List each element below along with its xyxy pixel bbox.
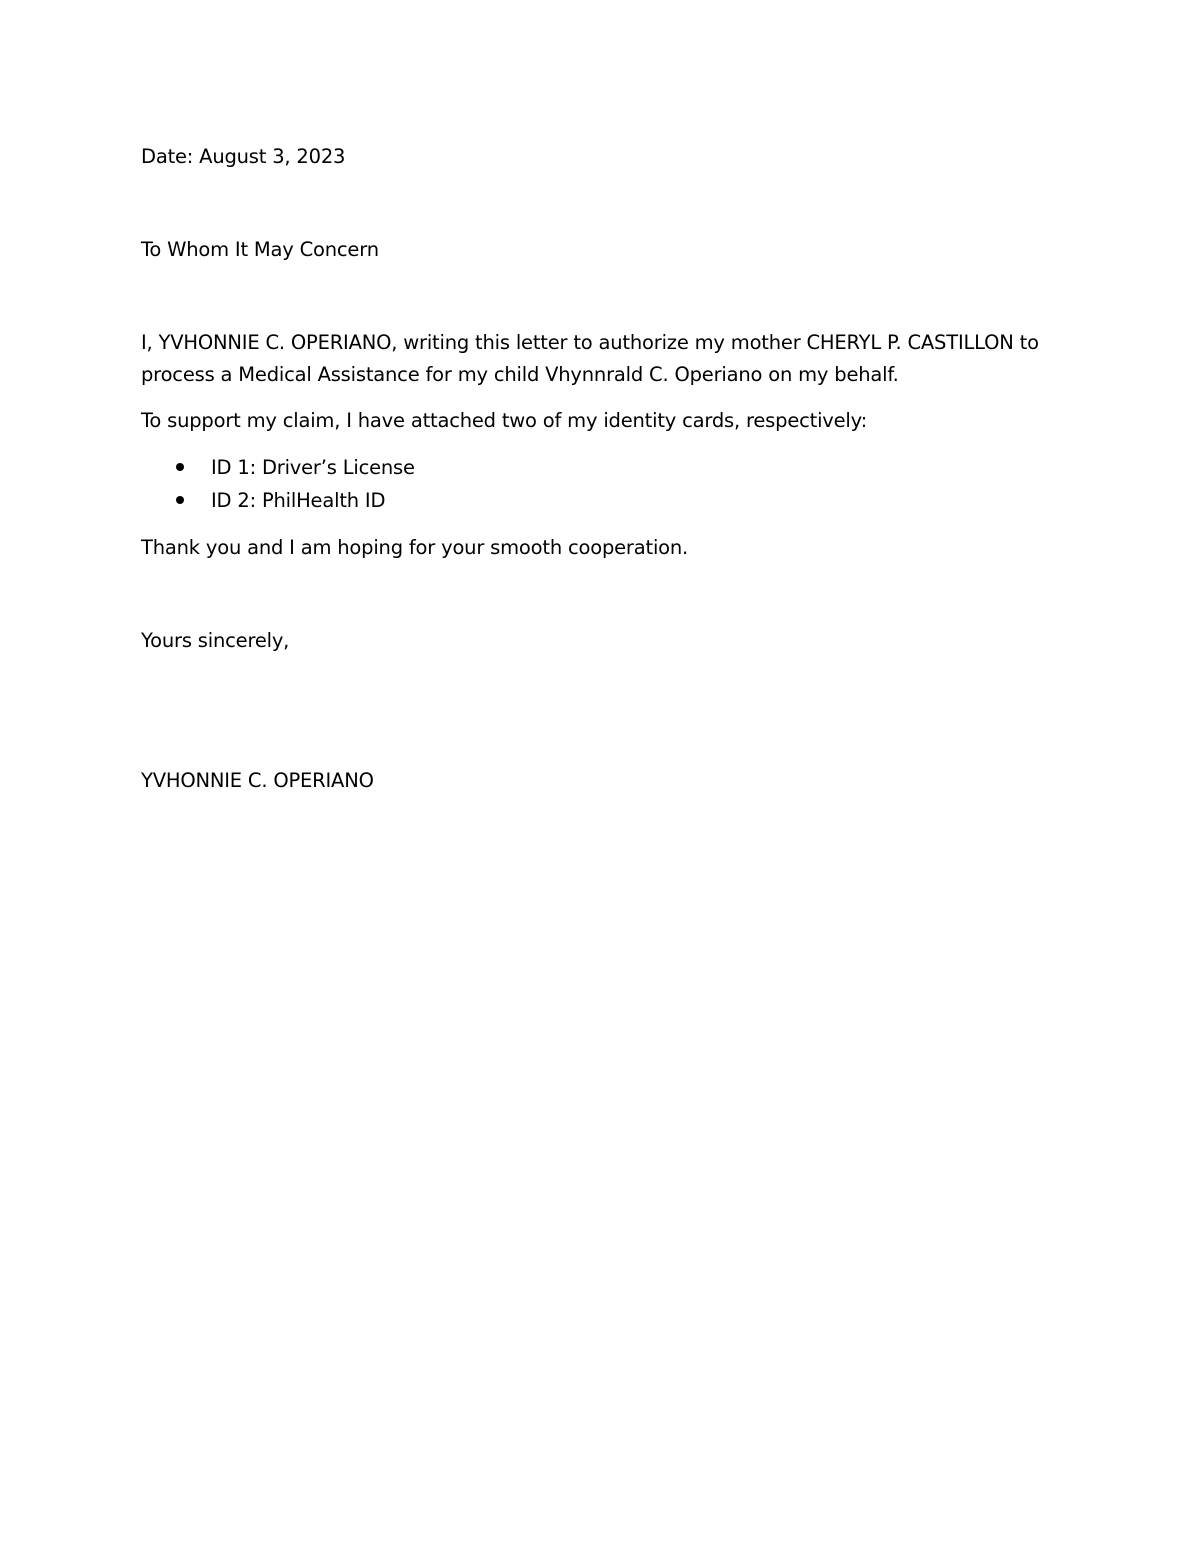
letter-closing: Yours sincerely, [141, 629, 290, 652]
letter-salutation: To Whom It May Concern [141, 238, 379, 261]
letter-support-intro: To support my claim, I have attached two of my identity cards, respectively: [141, 409, 867, 432]
bullet-icon [176, 463, 184, 471]
letter-date: Date: August 3, 2023 [141, 145, 346, 168]
letter-thanks: Thank you and I am hoping for your smooth cooperation. [141, 536, 689, 559]
bullet-icon [176, 496, 184, 504]
id-list-item-text: ID 1: Driver’s License [211, 456, 415, 479]
id-list-item-text: ID 2: PhilHealth ID [211, 489, 386, 512]
signature-name: YVHONNIE C. OPERIANO [141, 769, 374, 792]
letter-body-line-1: I, YVHONNIE C. OPERIANO, writing this letter to authorize my mother CHERYL P. CASTILLON to [141, 331, 1039, 354]
letter-body-line-2: process a Medical Assistance for my child Vhynnrald C. Operiano on my behalf. [141, 363, 899, 386]
id-list-item [176, 485, 386, 516]
id-list-item [176, 452, 415, 483]
